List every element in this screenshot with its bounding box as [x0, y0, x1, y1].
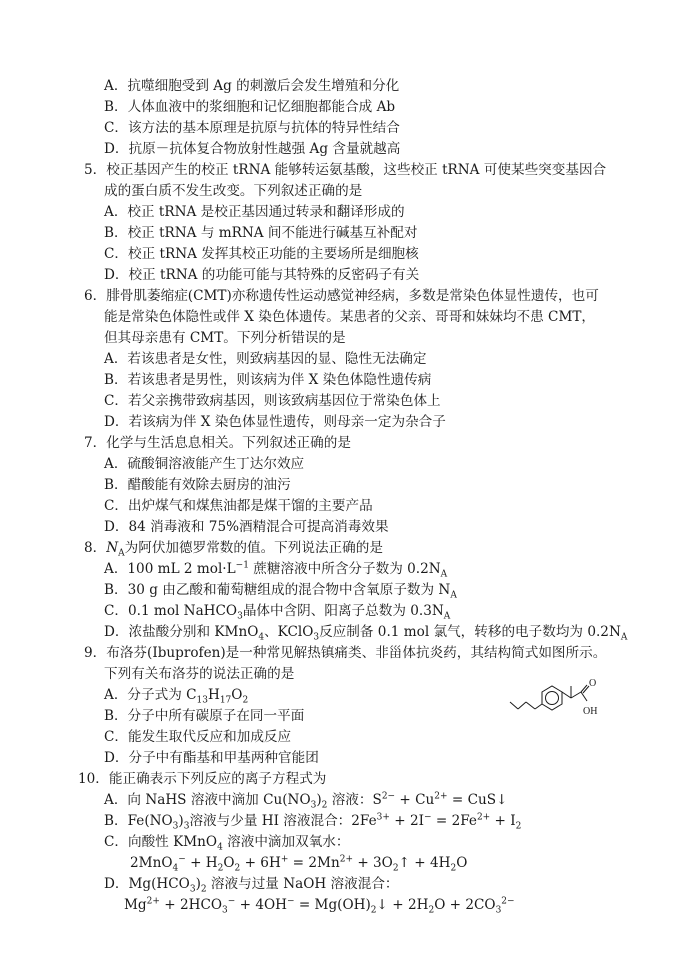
q10-b-sup1: 3+ — [376, 812, 390, 823]
q8-stem — [84, 538, 383, 558]
q9-stem-line1: 9．布洛芬(Ibuprofen)是一种常见解热镇痛类、非甾体抗炎药，其结构简式如图所示。 — [84, 645, 607, 661]
q10-a-mid2: 溶液：S — [327, 792, 382, 808]
q10-d2-sup2: − — [227, 896, 236, 907]
q10-d2-sup1: 2+ — [146, 896, 160, 907]
q10-b-s3: 2 — [515, 821, 522, 832]
q10-option-d — [104, 874, 399, 894]
q8-num: 8． — [84, 540, 107, 556]
q9-a-s1: 13 — [196, 695, 208, 706]
q10-c-end: 溶液中滴加双氧水： — [222, 834, 350, 850]
q10-b-mid3: + 2I — [389, 813, 424, 829]
q6-option-b: B．若该患者是男性，则该病为伴 X 染色体隐性遗传病 — [104, 372, 432, 388]
q6-stem-line2: 能是常染色体隐性或伴 X 染色体遗传。某患者的父亲、哥哥和妹妹均不患 CMT， — [104, 309, 596, 325]
q8-b-sub: A — [450, 590, 457, 601]
q10-c2-s1: 4 — [172, 863, 179, 874]
q5-option-d: D．校正 tRNA 的功能可能与其特殊的反密码子有关 — [104, 267, 420, 283]
q10-d2-f: O + 2CO — [434, 897, 496, 913]
q10-c2-sup3: 2+ — [339, 854, 353, 865]
q10-c2-s5: 2 — [450, 863, 457, 874]
q10-c2-f: + 3O — [353, 855, 393, 871]
q7-stem: 7．化学与生活息息相关。下列叙述正确的是 — [84, 435, 351, 451]
q9-a-h: H — [207, 687, 220, 703]
q10-d2-s2: 2 — [370, 905, 377, 916]
q10-c-s1: 4 — [217, 842, 223, 853]
q6-option-c: C．若父亲携带致病基因，则该致病基因位于常染色体上 — [104, 393, 441, 409]
q10-c2-g: ↑ + 4H — [398, 855, 451, 871]
q9-option-c: C．能发生取代反应和加成反应 — [104, 729, 292, 745]
q8-a-sub: A — [440, 569, 448, 580]
q4-option-d: D．抗原－抗体复合物放射性越强 Ag 含量就越高 — [104, 141, 401, 157]
q9-stem-line2: 下列有关布洛芬的说法正确的是 — [104, 666, 295, 682]
q10-a-s2: 2 — [321, 800, 328, 811]
q5-stem-line1: 5．校正基因产生的校正 tRNA 能够转运氨基酸，这些校正 tRNA 可使某些突变基因合 — [84, 162, 607, 178]
q10-a-s1: 3 — [310, 800, 317, 811]
q10-a-end: = CuS↓ — [447, 792, 508, 808]
q7-option-a: A．硫酸铜溶液能产生丁达尔效应 — [104, 456, 305, 472]
q10-c2-s4: 2 — [392, 863, 399, 874]
q10-c2-h: O — [456, 855, 468, 871]
q4-option-c: C．该方法的基本原理是抗原与抗体的特异性结合 — [104, 120, 400, 136]
q8-stem-text: 为阿伏加德罗常数的值。下列说法正确的是 — [124, 540, 383, 556]
q10-option-a — [104, 790, 507, 810]
q5-option-a: A．校正 tRNA 是校正基因通过转录和翻译形成的 — [104, 204, 405, 220]
q9-a-s2: 17 — [219, 695, 232, 706]
q4-option-b: B．人体血液中的浆细胞和记忆细胞都能合成 Ab — [104, 99, 396, 115]
q10-d2-a: Mg — [124, 897, 147, 913]
q10-d2-s4: 3 — [495, 905, 502, 916]
q8-d-sub3: A — [620, 632, 628, 643]
q8-c-sub2: A — [443, 611, 451, 622]
q10-c2-s3: 2 — [234, 863, 241, 874]
q10-d-mid: ) — [195, 876, 201, 892]
q10-c-pre: C．向酸性 KMnO — [104, 834, 218, 850]
q10-a-mid: ) — [316, 792, 322, 808]
q8-c-pre: C．0.1 mol NaHCO — [104, 603, 238, 619]
q7-option-c: C．出炉煤气和煤焦油都是煤干馏的主要产品 — [104, 498, 373, 514]
q10-b-s1: 3 — [172, 821, 179, 832]
q10-c2-d: + 6H — [240, 855, 281, 871]
mol-oh-label: OH — [583, 706, 598, 717]
q10-option-d-equation — [124, 895, 515, 915]
q7-option-b: B．醋酸能有效除去厨房的油污 — [104, 477, 291, 493]
q8-b-pre: B．30 g 由乙酸和葡萄糖组成的混合物中含氧原子数为 N — [104, 582, 451, 598]
q5-stem-line2: 成的蛋白质不发生改变。下列叙述正确的是 — [104, 183, 363, 199]
q9-a-pre: A．分子式为 C — [104, 687, 197, 703]
q10-d2-e: ↓ + 2H — [376, 897, 429, 913]
q8-d-pre: D．浓盐酸分别和 KMnO — [104, 624, 259, 640]
q10-b-mid5: + I — [490, 813, 516, 829]
q6-stem-line3: 但其母亲患有 CMT。下列分析错误的是 — [104, 330, 346, 346]
q5-option-c: C．校正 tRNA 发挥其校正功能的主要场所是细胞核 — [104, 246, 419, 262]
q10-option-c — [104, 832, 349, 852]
q10-a-mid3: + Cu — [395, 792, 435, 808]
mol-o-label: O — [589, 678, 597, 689]
q8-a-mid: 蔗糖溶液中所含分子数为 0.2N — [248, 561, 441, 577]
q10-b-sup2: − — [423, 812, 432, 823]
q8-option-a — [104, 559, 447, 579]
q10-d-pre: D．Mg(HCO — [104, 876, 190, 892]
q10-option-c-equation — [130, 853, 467, 873]
q8-c-sub1: 3 — [237, 611, 243, 622]
q8-option-c — [104, 601, 450, 621]
q8-option-b — [104, 580, 457, 600]
q10-d2-c: + 4OH — [235, 897, 287, 913]
q10-d-s1: 3 — [189, 884, 196, 895]
q6-option-a: A．若该患者是女性，则致病基因的显、隐性无法确定 — [104, 351, 427, 367]
q10-b-s2: 3 — [183, 821, 190, 832]
q8-d-sub1: 4 — [258, 632, 265, 643]
q10-d2-sup3: − — [286, 896, 295, 907]
q10-d-end: 溶液与过量 NaOH 溶液混合： — [206, 876, 399, 892]
q10-d2-d: = Mg(OH) — [294, 897, 371, 913]
q9-option-b: B．分子中所有碳原子在同一平面 — [104, 708, 305, 724]
na-sub: A — [118, 548, 125, 559]
q10-c2-s2: 2 — [217, 863, 224, 874]
q8-c-mid: 晶体中含阴、阳离子总数为 0.3N — [242, 603, 444, 619]
q10-c2-e: = 2Mn — [288, 855, 340, 871]
q10-b-pre: B．Fe(NO — [104, 813, 173, 829]
q10-d2-b: + 2HCO — [159, 897, 222, 913]
q9-a-o: O — [231, 687, 243, 703]
q10-b-sup3: 2+ — [476, 812, 491, 823]
q8-d-sub2: 3 — [313, 632, 320, 643]
q10-a-pre: A．向 NaHS 溶液中滴加 Cu(NO — [104, 792, 311, 808]
ibuprofen-structure — [508, 672, 608, 724]
q8-d-mid1: 、KClO — [264, 624, 314, 640]
q10-b-mid2: 溶液与少量 HI 溶液混合：2Fe — [189, 813, 377, 829]
q9-option-a — [104, 685, 248, 705]
q5-option-b: B．校正 tRNA 与 mRNA 间不能进行碱基互补配对 — [104, 225, 418, 241]
q9-option-d: D．分子中有酯基和甲基两种官能团 — [104, 750, 319, 766]
q10-stem: 10．能正确表示下列反应的离子方程式为 — [78, 771, 327, 787]
q10-a-sup1: 2− — [381, 791, 396, 802]
q10-d-s2: 2 — [200, 884, 207, 895]
q10-a-sup2: 2+ — [434, 791, 448, 802]
q10-c2-c: O — [223, 855, 235, 871]
q10-d2-sup4: 2− — [501, 896, 515, 907]
q8-d-mid2: 反应制备 0.1 mol 氯气，转移的电子数均为 0.2N — [319, 624, 621, 640]
q10-c2-sup1: − — [178, 854, 186, 865]
q10-c2-sup2: + — [280, 854, 289, 865]
q8-a-sup: −1 — [235, 560, 249, 571]
q10-c2-b: + H — [185, 855, 218, 871]
q7-option-d: D．84 消毒液和 75%酒精混合可提高消毒效果 — [104, 519, 389, 535]
q10-d2-s1: 3 — [222, 905, 228, 916]
q4-option-a: A．抗噬细胞受到 Ag 的刺激后会发生增殖和分化 — [104, 78, 400, 94]
q10-b-mid: ) — [178, 813, 184, 829]
q8-option-d — [104, 622, 627, 642]
q9-a-s3: 2 — [242, 695, 249, 706]
q10-c2-a: 2MnO — [130, 855, 173, 871]
q8-a-pre: A．100 mL 2 mol·L — [104, 561, 236, 577]
q10-option-b — [104, 811, 521, 831]
q6-option-d: D．若该病为伴 X 染色体显性遗传，则母亲一定为杂合子 — [104, 414, 446, 430]
na-symbol: N — [106, 540, 119, 556]
q10-b-mid4: = 2Fe — [431, 813, 477, 829]
q10-d2-s3: 2 — [428, 905, 435, 916]
q6-stem-line1: 6．腓骨肌萎缩症(CMT)亦称遗传性运动感觉神经病，多数是常染色体显性遗传，也可 — [84, 288, 599, 304]
